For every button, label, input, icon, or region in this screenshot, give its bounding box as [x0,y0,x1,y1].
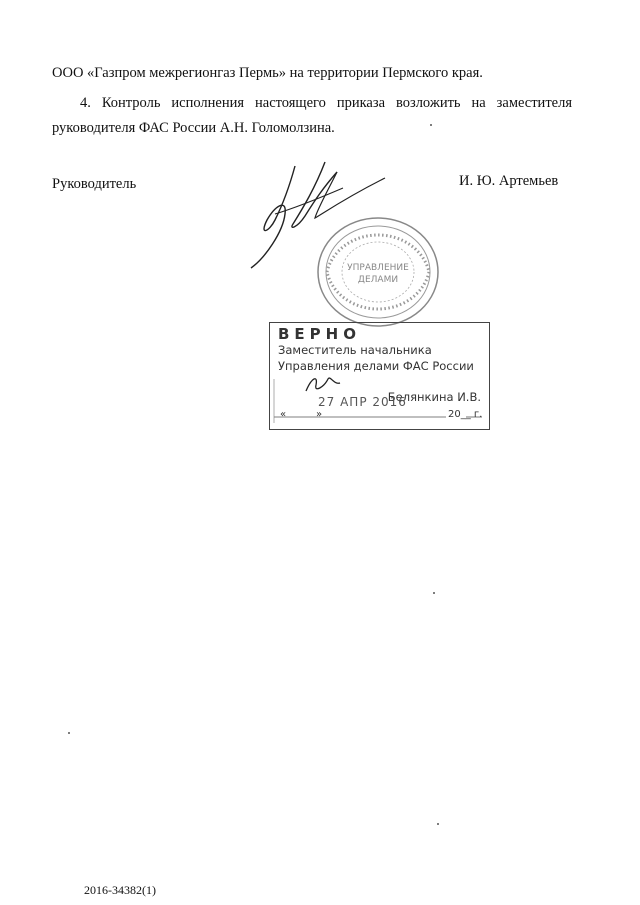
stamp-initials-signature [304,371,344,397]
scan-speck [68,732,70,734]
stamp-signer-name: Белянкина И.В. [387,390,481,404]
signer-role: Руководитель [52,176,137,192]
stamp-date: 27 АПР 2016 [318,395,407,409]
footer-document-code: 2016-34382(1) [84,883,156,897]
seal-center-line-2: ДЕЛАМИ [357,275,399,285]
scan-speck [433,592,435,594]
paragraph-3-tail: ООО «Газпром межрегионгаз Пермь» на территории Пермского края. [52,65,483,81]
signer-name: И. Ю. Артемьев [459,173,559,189]
paragraph-4 [52,91,572,141]
stamp-quote-open: « [280,409,287,420]
stamp-title-line-1: Заместитель начальника [278,343,432,357]
scan-speck [437,823,439,825]
paragraph-4-line-1: 4. Контроль исполнения настоящего приказа возложить на заместителя [80,95,572,111]
round-seal [313,214,443,334]
scan-speck [430,124,432,126]
stamp-verno: ВЕРНО [278,325,361,343]
stamp-title-line-2: Управления делами ФАС России [278,359,474,373]
stamp-quote-close: » [316,409,323,420]
paragraph-4-line-2: руководителя ФАС России А.Н. Голомолзина. [52,120,335,136]
stamp-year: 20__ г. [448,409,483,420]
seal-center-line-1: УПРАВЛЕНИЕ [347,263,409,273]
certification-stamp [269,322,490,430]
